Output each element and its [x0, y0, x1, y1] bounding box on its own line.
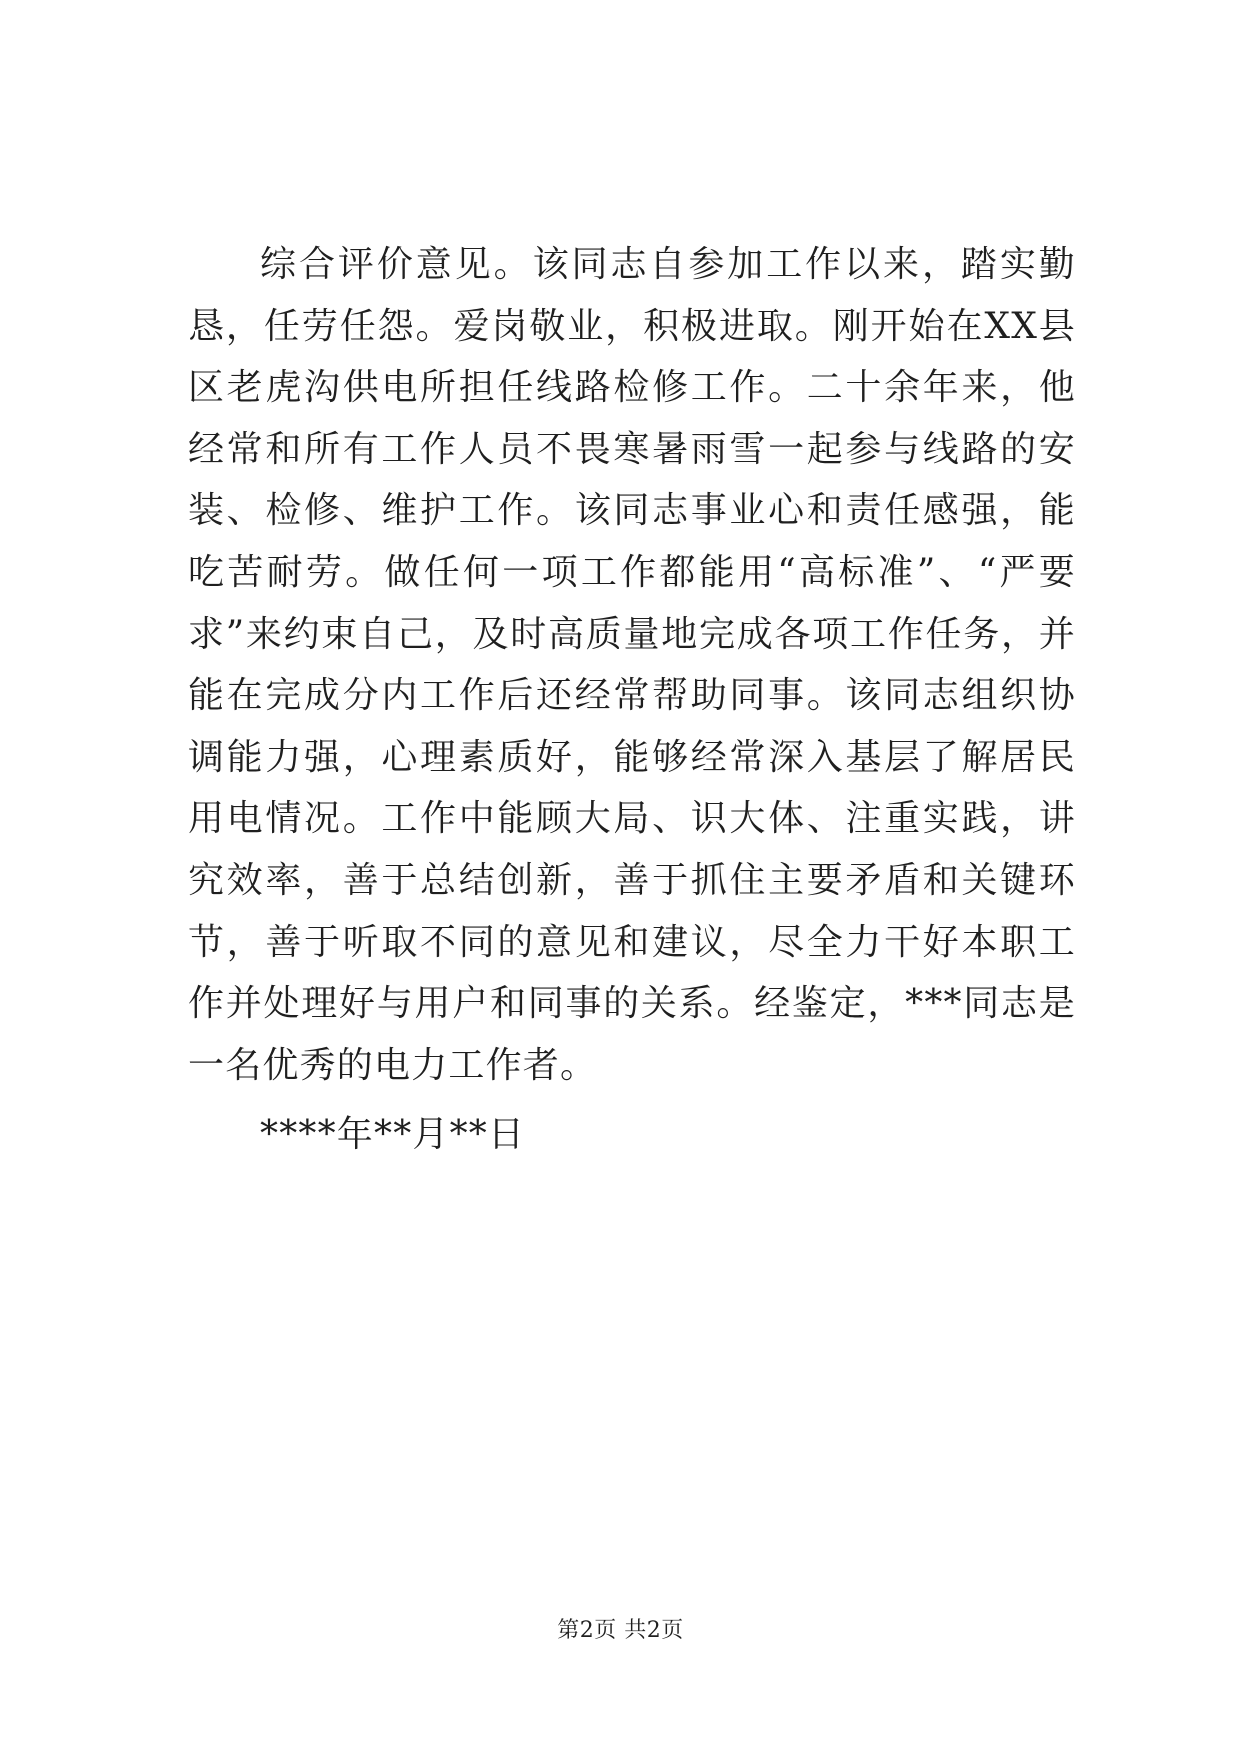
page-footer: 第2页 共2页	[557, 1618, 684, 1643]
date-line: ****年**月**日	[260, 1114, 526, 1156]
evaluation-paragraph: 综合评价意见。该同志自参加工作以来，踏实勤恳，任劳任怨。爱岗敬业，积极进取。刚开始在XX县区老虎沟供电所担任线路检修工作。二十余年来，他经常和所有工作人员不畏寒暑雨雪一起参与线路的安装、检修、维护工作。该同志事业心和责任感强，能吃苦耐劳。做任何一项工作都能用“高标准”、“严要求”来约束自己，及时高质量地完成各项工作任务，并能在完成分内工作后还经常帮助同事。该同志组织协调能力强，心理素质好，能够经常深入基层了解居民用电情况。工作中能顾大局、识大体、注重实践，讲究效率，善于总结创新，善于抓住主要矛盾和关键环节，善于听取不同的意见和建议，尽全力干好本职工作并处理好与用户和同事的关系。经鉴定，***同志是一名优秀的电力工作者。	[188, 244, 1076, 1086]
document-body	[188, 234, 1076, 1166]
